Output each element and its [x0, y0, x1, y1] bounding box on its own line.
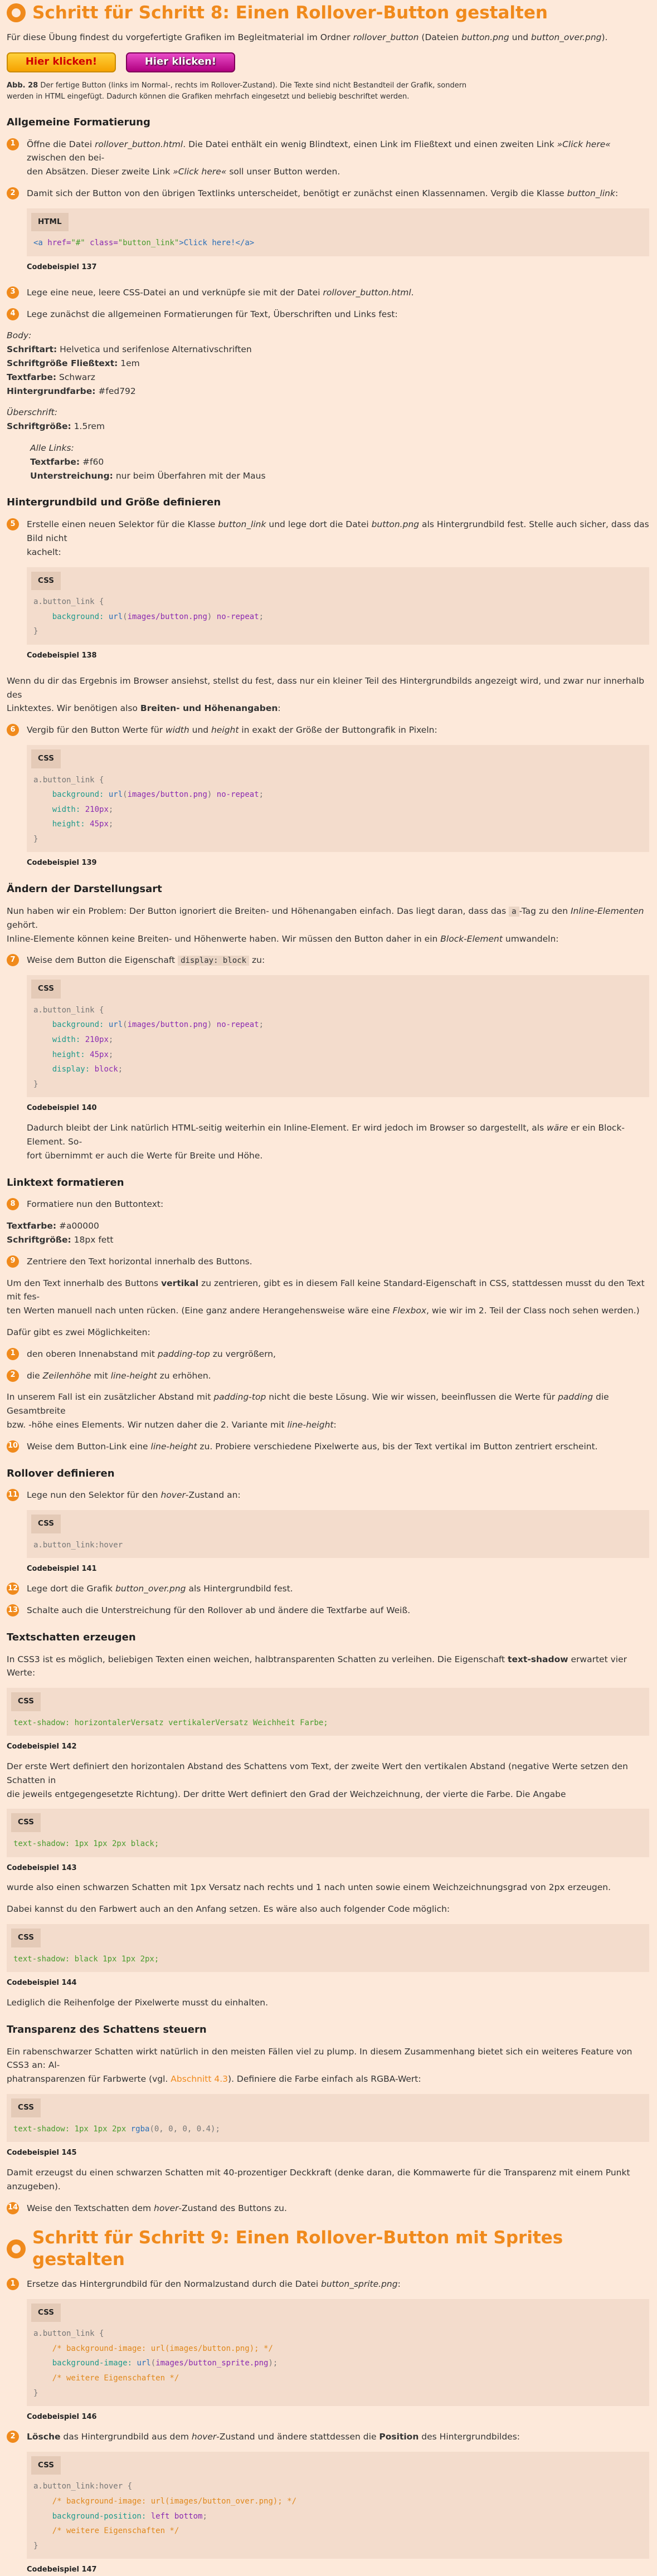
step-7: 7 Weise dem Button die Eigenschaft display: block zu:: [7, 953, 649, 967]
step-5: 5 Erstelle einen neuen Selektor für die Klasse button_link und lege dort die Datei button.png als Hintergrundbild fest. Stelle auch sicher, dass das Bild nicht kachelt:: [7, 518, 649, 559]
step-14: 14 Weise den Textschatten dem hover-Zustand des Buttons zu.: [7, 2203, 287, 2213]
heading-general: Allgemeine Formatierung: [7, 116, 150, 128]
spec-links: Alle Links: Textfarbe: #f60 Unterstreichung: nur beim Überfahren mit der Maus: [30, 442, 266, 481]
heading-display: Ändern der Darstellungsart: [7, 883, 162, 895]
heading-rollover: Rollover definieren: [7, 1467, 115, 1479]
code-139: CSS a.button_link { background: url(images/button.png) no-repeat; width: 210px; height: 45px; }: [27, 745, 649, 853]
code-138: CSS a.button_link { background: url(images/button.png) no-repeat; }: [27, 567, 649, 645]
paragraph-vertical: Um den Text innerhalb des Buttons vertikal zu zentrieren, gibt es in diesem Fall keine Standard-Eigenschaft in CSS, stattdessen musst du den Text mit fes- ten Werten manuell nach unten rücken. (Eine ganz andere Herangehensweise wäre eine Flexbox, wie wir im 2. Teil der Class noch sehen werden.): [7, 1278, 645, 1316]
code-145: CSS text-shadow: 1px 1px 2px rgba(0, 0, 0, 0.4);: [7, 2094, 649, 2142]
heading-shadow: Textschatten erzeugen: [7, 1631, 136, 1643]
step-3: 3 Lege eine neue, leere CSS-Datei an und verknüpfe sie mit der Datei rollover_button.html.: [7, 286, 649, 300]
section-link[interactable]: Abschnitt 4.3: [171, 2074, 228, 2085]
heading-linktext: Linktext formatieren: [7, 1176, 124, 1189]
intro-paragraph: Für diese Übung findest du vorgefertigte Grafiken im Begleitmaterial im Ordner rollover_button (Dateien button.png und button_over.png).: [7, 32, 608, 42]
step-13: 13 Schalte auch die Unterstreichung für den Rollover ab und ändere die Textfarbe auf Weiß.: [7, 1605, 411, 1615]
step-4: 4 Lege zunächst die allgemeinen Formatierungen für Text, Überschriften und Links fest:: [7, 308, 649, 322]
chapter-marker-icon: [7, 3, 26, 22]
s9-step-1: 1 Ersetze das Hintergrundbild für den Normalzustand durch die Datei button_sprite.png:: [7, 2277, 649, 2291]
step-1: 1 Öffne die Datei rollover_button.html. Die Datei enthält ein wenig Blindtext, einen Link im Fließtext und einen zweiten Link »Click here« zwischen den bei- den Absätzen. Dieser zweite Link »Click here« soll unser Button werden.: [7, 138, 649, 179]
code-137: HTML <a href="#" class="button_link">Click here!</a>: [27, 208, 649, 256]
chapter-title-s9: Schritt für Schritt 9: Einen Rollover-Button mit Sprites gestalten: [7, 2225, 649, 2277]
heading-transparency: Transparenz des Schattens steuern: [7, 2023, 207, 2036]
code-143: CSS text-shadow: 1px 1px 2px black;: [7, 1809, 649, 1857]
paragraph-display: Nun haben wir ein Problem: Der Button ignoriert die Breiten- und Höhenangaben einfach. Das liegt daran, dass das a -Tag zu den Inline-Elementen gehört. Inline-Elemente können keine Breiten- und Höhenwerte haben. Wir müssen den Button daher in ein Block-Element umwandeln:: [7, 906, 644, 944]
option-1: 1 den oberen Innenabstand mit padding-top zu vergrößern,: [7, 1347, 649, 1361]
code-140: CSS a.button_link { background: url(images/button.png) no-repeat; width: 210px; height: 45px; display: block; }: [27, 975, 649, 1097]
step-9: 9 Zentriere den Text horizontal innerhalb des Buttons.: [7, 1255, 649, 1269]
step-11: 11 Lege nun den Selektor für den hover-Zustand an:: [7, 1490, 241, 1501]
demo-button-normal[interactable]: Hier klicken!: [7, 52, 116, 72]
step-2: 2 Damit sich der Button von den übrigen Textlinks unterscheidet, benötigt er zunächst einen Klassennamen. Vergib die Klasse button_link:: [7, 187, 649, 201]
heading-bg: Hintergrundbild und Größe definieren: [7, 496, 221, 509]
figure-buttons: [7, 52, 649, 72]
spec-linktext: Textfarbe: #a00000 Schriftgröße: 18px fett: [7, 1221, 114, 1245]
code-142: CSS text-shadow: horizontalerVersatz vertikalerVersatz Weichheit Farbe;: [7, 1688, 649, 1736]
s9-step-2: 2 Lösche das Hintergrundbild aus dem hover-Zustand und ändere stattdessen die Position des Hintergrundbildes:: [7, 2430, 649, 2444]
figure-caption: Abb. 28 Der fertige Button (links im Normal-, rechts im Rollover-Zustand). Die Texte sind nicht Bestandteil der Grafik, sondern werden in HTML eingefügt. Dadurch können die Grafiken mehrfach eingesetzt und beliebig beschriftet werden.: [7, 81, 467, 101]
code-144: CSS text-shadow: black 1px 1px 2px;: [7, 1924, 649, 1972]
code-141: CSS a.button_link:hover: [27, 1510, 649, 1558]
code-caption: Codebeispiel 137: [27, 263, 97, 271]
paragraph-padding: In unserem Fall ist ein zusätzlicher Abstand mit padding-top nicht die beste Lösung. Wie wir wissen, beeinflussen die Werte für padding die Gesamtbreite bzw. -höhe eines Elements. Wir nutzen daher die 2. Variante mit line-height:: [7, 1392, 609, 1430]
option-2: 2 die Zeilenhöhe mit line-height zu erhöhen.: [7, 1369, 649, 1383]
demo-button-rollover[interactable]: Hier klicken!: [126, 52, 235, 72]
paragraph-after: Dadurch bleibt der Link natürlich HTML-seitig weiterhin ein Inline-Element. Er wird jedoch im Browser so dargestellt, als wäre er ein Block-Element. So- fort übernimmt er auch die Werte für Breite und Höhe.: [27, 1123, 625, 1161]
chapter-title-s8: Schritt für Schritt 8: Einen Rollover-Button gestalten: [7, 0, 649, 31]
content: Schritt für Schritt 8: Einen Rollover-Button gestalten Für diese Übung findest du vorgefertigte Grafiken im Begleitmaterial im Ordner rollover_button (Dateien button.png und button_over.png). Hier klicken! Hier klicken! Abb. 28 Der fertige Button (links im Normal-, rechts im Rollover-Zustand). Die Texte sind nicht Bestandteil der Grafik, sondern werden in HTML eingefügt. Dadurch können die Grafiken mehrfach eingesetzt und beliebig beschriftet werden. Allgemeine Formatierung 1 Öffne die Datei rollover_button.html. Die Datei enthält ein wenig Blindtext, einen Link im Fließtext und einen zweiten Link »Click here« zwischen den bei- den Absätzen. Dieser zweite Link »Click here« soll unser Button werden. 2 Damit sich der Button von den übrigen Textlinks unterscheidet, benötigt er zunächst einen Klassennamen. Vergib die Klasse button_link: HTML <a href="#" class="button_link">Click here!</a> Codebeispiel 137 3 Lege eine neue, leere CSS-Datei an und verknüpfe sie mit der Datei rollover_button.html. 4 Lege zunächst die allgemeinen Formatierungen für Text, Überschriften und Links fest: Body: Schriftart: Helvetica und serifenlose Alternativschriften Schriftgröße Fließtext: 1em Textfarbe: Schwarz Hintergrundfarbe: #fed792 Überschrift: Schriftgröße: 1.5rem Alle Links: Textfarbe: #f60 Unterstreichung: nur beim Überfahren mit der Maus Hintergrundbild und Größe definieren 5 Erstelle einen neuen Selektor für die Klasse button_link und lege dort die Datei button.png als Hintergrundbild fest. Stelle auch sicher, dass das Bild nicht kachelt: CSS a.button_link { background: url(images/button.png) no-repeat; } Codebeispiel 138 Wenn du dir das Ergebnis im Browser ansiehst, stellst du fest, dass nur ein kleiner Teil des Hintergrundbilds angezeigt wird, und zwar nur innerhalb des Linktextes. Wir benötigen also Breiten- und Höhenangaben: 6 Vergib für den Button Werte für width und height in exakt der Größe der Buttongrafik in Pixeln: CSS a.button_link { background: url(images/button.png) no-repeat; width: 210px; height: 45px; } Codebeispiel 139 Ändern der Darstellungsart Nun haben wir ein Problem: Der Button ignoriert die Breiten- und Höhenangaben einfach. Das liegt daran, dass das a -Tag zu den Inline-Elementen gehört. Inline-Elemente können keine Breiten- und Höhenwerte haben. Wir müssen den Button daher in ein Block-Element umwandeln: 7 Weise dem Button die Eigenschaft display: block zu: CSS a.button_link { background: url(images/button.png) no-repeat; width: 210px; height: 45px; display: block; } Codebeispiel 140 Dadurch bleibt der Link natürlich HTML-seitig weiterhin ein Inline-Element. Er wird jedoch im Browser so dargestellt, als wäre er ein Block-Element. So- fort übernimmt er auch die Werte für Breite und Höhe. Linktext formatieren 8 Formatiere nun den Buttontext: Textfarbe: #a00000 Schriftgröße: 18px fett 9 Zentriere den Text horizontal innerhalb des Buttons. Um den Text innerhalb des Buttons vertikal zu zentrieren, gibt es in diesem Fall keine Standard-Eigenschaft in CSS, stattdessen musst du den Text mit fes- ten Werten manuell nach unten rücken. (Eine ganz andere Herangehensweise wäre eine Flexbox, wie wir im 2. Teil der Class noch sehen werden.) Dafür gibt es zwei Möglichkeiten: 1 den oberen Innenabstand mit padding-top zu vergrößern, 2 die Zeilenhöhe mit line-height zu erhöhen. In unserem Fall ist ein zusätzlicher Abstand mit padding-top nicht die beste Lösung. Wie wir wissen, beeinflussen die Werte für padding die Gesamtbreite bzw. -höhe eines Elements. Wir nutzen daher die 2. Variante mit line-height: 10 Weise dem Button-Link eine line-height zu. Probiere verschiedene Pixelwerte aus, bis der Text vertikal im Button zentriert erscheint. Rollover definieren 11 Lege nun den Selektor für den hover-Zustand an: CSS a.button_link:hover Codebeispiel 141 12 Lege dort die Grafik button_over.png als Hintergrundbild fest. 13 Schalte auch die Unterstreichung für den Rollover ab und ändere die Textfarbe auf Weiß. Textschatten erzeugen In CSS3 ist es möglich, beliebigen Texten einen weichen, halbtransparenten Schatten zu verleihen. Die Eigenschaft text-shadow erwartet vier Werte: CSS text-shadow: horizontalerVersatz vertikalerVersatz Weichheit Farbe; Codebeispiel 142 Der erste Wert definiert den horizontalen Abstand des Schattens vom Text, der zweite Wert den vertikalen Abstand (negative Werte setzen den Schatten in die jeweils entgegengesetzte Richtung). Der dritte Wert definiert den Grad der Weichzeichnung, der vierte die Farbe. Die Angabe CSS text-shadow: 1px 1px 2px black; Codebeispiel 143 wurde also einen schwarzen Schatten mit 1px Versatz nach rechts und 1 nach unten sowie einem Weichzeichnungsgrad von 2px erzeugen. Dabei kannst du den Farbwert auch an den Anfang setzen. Es wäre also auch folgender Code möglich: CSS text-shadow: black 1px 1px 2px; Codebeispiel 144 Lediglich die Reihenfolge der Pixelwerte musst du einhalten. Transparenz des Schattens steuern Ein rabenschwarzer Schatten wirkt natürlich in den meisten Fällen viel zu plump. In diesem Zusammenhang bietet sich ein weiteres Feature von CSS3 an: Al- phatransparenzen für Farbwerte (vgl. Abschnitt 4.3). Definiere die Farbe einfach als RGBA-Wert: CSS text-shadow: 1px 1px 2px rgba(0, 0, 0, 0.4); Codebeispiel 145 Damit erzeugst du einen schwarzen Schatten mit 40-prozentiger Deckkraft (denke daran, die Kommawerte für die Transparenz mit einem Punkt anzugeben). 14 Weise den Textschatten dem hover-Zustand des Buttons zu. Schritt für Schritt 9: Einen Rollover-Button mit Sprites gestalten 1 Ersetze das Hintergrundbild für den Normalzustand durch die Datei button_sprite.png: CSS a.button_link { /* background-image: url(images/button.png); */ background-image: url(images/button_sprite.png); /* weitere Eigenschaften */ } Codebeispiel 146 2 Lösche das Hintergrundbild aus dem hover-Zustand und ändere stattdessen die Position des Hintergrundbildes: CSS a.button_link:hover { /* background-image: url(images/button_over.png); */ background-position: left bottom; /* weitere Eigenschaften */ } Codebeispiel 147: [0, 0, 657, 2576]
code-147: CSS a.button_link:hover { /* background-image: url(images/button_over.png); */ background-position: left bottom; /* weitere Eigenschaften */ }: [27, 2452, 649, 2559]
step-8: 8 Formatiere nun den Buttontext:: [7, 1197, 649, 1211]
spec-body: Body: Schriftart: Helvetica und serifenlose Alternativschriften Schriftgröße Fließtext: 1em Textfarbe: Schwarz Hintergrundfarbe: #fed792: [7, 330, 252, 396]
step-10: 10 Weise dem Button-Link eine line-height zu. Probiere verschiedene Pixelwerte aus, bis der Text vertikal im Button zentriert erscheint.: [7, 1441, 598, 1452]
step-12: 12 Lege dort die Grafik button_over.png als Hintergrundbild fest.: [7, 1584, 293, 1594]
chapter-marker-icon: [7, 2239, 26, 2258]
step-6: 6 Vergib für den Button Werte für width und height in exakt der Größe der Buttongrafik in Pixeln:: [7, 723, 649, 737]
paragraph-small: Wenn du dir das Ergebnis im Browser ansiehst, stellst du fest, dass nur ein kleiner Teil des Hintergrundbilds angezeigt wird, und zwar nur innerhalb des Linktextes. Wir benötigen also Breiten- und Höhenangaben:: [7, 675, 645, 714]
spec-heading: Überschrift: Schriftgröße: 1.5rem: [7, 407, 105, 432]
code-146: CSS a.button_link { /* background-image: url(images/button.png); */ background-image: url(images/button_sprite.png); /* weitere Eigenschaften */ }: [27, 2299, 649, 2407]
